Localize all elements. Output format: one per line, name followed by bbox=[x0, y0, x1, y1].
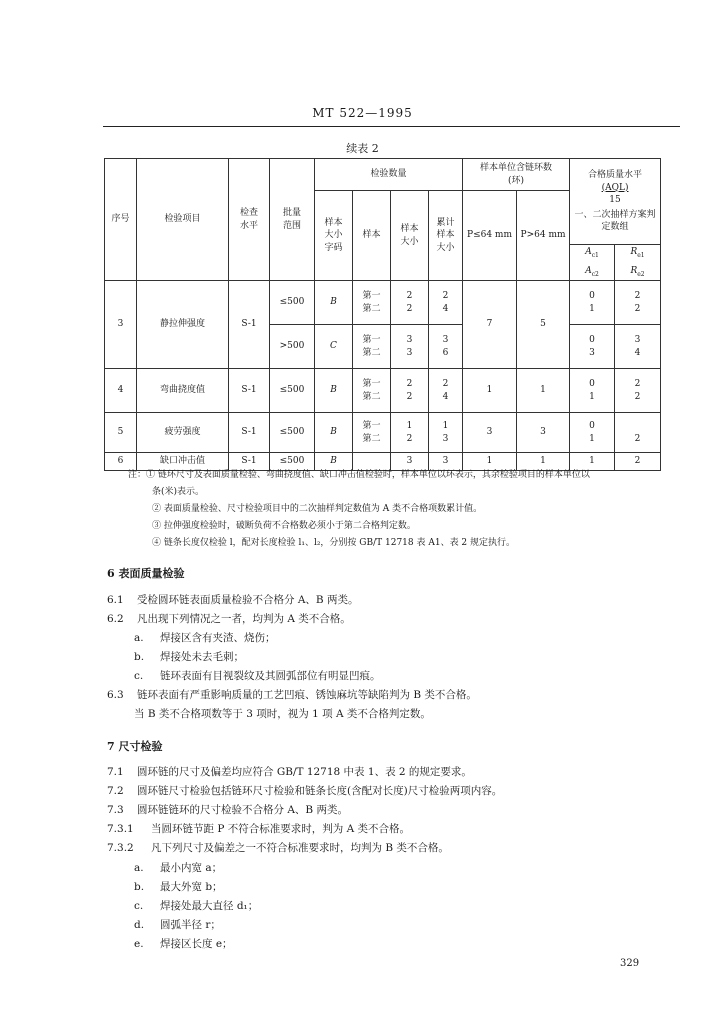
note-4: ④ 链条长度仅检验 l，配对长度检验 l₁、l₂，分别按 GB/T 12718 表 A1、表 2 规定执行。 bbox=[152, 538, 516, 548]
header-ac2 bbox=[570, 265, 614, 279]
para-text: 圆环链链环的尺寸检验不合格分 A、B 两类。 bbox=[137, 804, 348, 816]
cell-code bbox=[315, 369, 353, 413]
header-aql-title: 合格质量水平 bbox=[588, 170, 643, 181]
cell-sample-second: 第二 bbox=[362, 303, 381, 314]
cell-size bbox=[391, 369, 429, 413]
list-text: 链环表面有目视裂纹及其圆弧部位有明显凹痕。 bbox=[160, 670, 381, 682]
list-letter: b. bbox=[134, 881, 145, 893]
header-re-col bbox=[615, 245, 661, 281]
cell-ac-first: 0 bbox=[589, 378, 595, 389]
list-letter: a. bbox=[134, 862, 144, 874]
header-level-label: 检查水平 bbox=[239, 207, 258, 231]
cell-cumulative bbox=[429, 325, 463, 369]
table-row bbox=[105, 281, 661, 325]
cell-re-second: 2 bbox=[634, 433, 641, 444]
cell-cum-first: 1 bbox=[442, 420, 449, 431]
cell-level: S-1 bbox=[229, 281, 270, 369]
header-unit-label: 样本单位含链环数 bbox=[480, 162, 553, 173]
para-text: 圆环链尺寸检验包括链环尺寸检验和链条长度(含配对长度)尺寸检验两项内容。 bbox=[137, 785, 503, 797]
list-text: 焊接区含有夹渣、烧伤； bbox=[160, 632, 276, 644]
cell-ac bbox=[570, 369, 615, 413]
cell-size-second: 2 bbox=[406, 433, 413, 444]
header-ac1-letter: A bbox=[585, 247, 592, 258]
para-num: 6.1 bbox=[107, 594, 124, 606]
cell-batch: >500 bbox=[270, 325, 315, 369]
cell-size: 3 bbox=[391, 453, 429, 471]
cell-ac-first: 0 bbox=[589, 420, 595, 431]
list-text: 最小内宽 a； bbox=[160, 862, 223, 874]
cell-unit-le: 7 bbox=[463, 281, 517, 369]
table-title: 续表 2 bbox=[346, 142, 379, 155]
cell-batch: ≤500 bbox=[270, 413, 315, 453]
cell-unit-gt: 1 bbox=[517, 369, 570, 413]
cell-level: S-1 bbox=[229, 369, 270, 413]
cell-ac-first: 0 bbox=[589, 334, 595, 345]
para-text: 凡下列尺寸及偏差之一不符合标准要求时，均判为 B 类不合格。 bbox=[151, 842, 449, 854]
para-7-3-2 bbox=[107, 840, 449, 855]
para-text: 当圆环链节距 P 不符合标准要求时，判为 A 类不合格。 bbox=[151, 823, 410, 835]
cell-cumulative bbox=[429, 281, 463, 325]
cell-ac-second: 3 bbox=[589, 347, 595, 358]
inspection-table bbox=[104, 158, 661, 471]
cell-size-second: 3 bbox=[406, 347, 413, 358]
para-7-1 bbox=[107, 764, 472, 779]
cell-size-first: 3 bbox=[406, 334, 413, 345]
para-6-3 bbox=[107, 687, 477, 702]
cell-code-letter: B bbox=[330, 456, 337, 467]
cell-sample bbox=[353, 325, 391, 369]
cell-ac bbox=[570, 413, 615, 453]
cell-re-first: 2 bbox=[634, 290, 641, 301]
cell-sample-second: 第二 bbox=[362, 347, 381, 358]
cell-seq: 6 bbox=[105, 453, 137, 471]
cell-ac bbox=[570, 325, 615, 369]
cell-unit-gt: 1 bbox=[517, 453, 570, 471]
cell-seq: 5 bbox=[105, 413, 137, 453]
cell-cumulative bbox=[429, 369, 463, 413]
list-item bbox=[134, 860, 222, 875]
header-unit-group bbox=[463, 159, 570, 191]
cell-re bbox=[615, 369, 661, 413]
header-cumulative-label: 累计样本大小 bbox=[436, 217, 455, 253]
table-row bbox=[105, 413, 661, 453]
cell-ac-second: 1 bbox=[589, 303, 595, 314]
note-1: 注：① 链环尺寸及表面质量检验、弯曲挠度值、缺口冲击值检验时，样本单位以环表示，其余检验项目的样本单位以 bbox=[128, 470, 590, 480]
section-6-title: 6 表面质量检验 bbox=[107, 567, 185, 580]
cell-cum-second: 4 bbox=[442, 391, 449, 402]
cell-item: 弯曲挠度值 bbox=[137, 369, 229, 413]
cell-batch: ≤500 bbox=[270, 281, 315, 325]
cell-cum-first: 2 bbox=[442, 378, 449, 389]
cell-ac-second: 1 bbox=[589, 433, 595, 444]
list-letter: e. bbox=[134, 938, 144, 950]
list-text: 最大外宽 b； bbox=[160, 881, 223, 893]
para-num: 7.1 bbox=[107, 766, 124, 778]
cell-cum-second: 6 bbox=[442, 347, 449, 358]
cell-code-letter: B bbox=[330, 427, 337, 438]
para-7-3-1 bbox=[107, 821, 410, 836]
cell-re bbox=[615, 413, 661, 453]
cell-size-first: 1 bbox=[406, 420, 413, 431]
list-item bbox=[134, 668, 381, 683]
table-notes bbox=[128, 467, 688, 552]
cell-sample-second: 第二 bbox=[362, 391, 381, 402]
list-item bbox=[134, 898, 258, 913]
header-rule bbox=[103, 126, 680, 127]
header-level bbox=[229, 159, 270, 281]
para-num: 7.3.2 bbox=[107, 842, 134, 854]
para-text: 圆环链的尺寸及偏差均应符合 GB/T 12718 中表 1、表 2 的规定要求。 bbox=[137, 766, 472, 778]
cell-unit-le: 1 bbox=[463, 453, 517, 471]
header-re1-sub: e1 bbox=[637, 252, 645, 260]
header-cumulative bbox=[429, 191, 463, 281]
cell-sample-first: 第一 bbox=[362, 290, 381, 301]
header-ac1 bbox=[570, 246, 614, 260]
header-code bbox=[315, 191, 353, 281]
list-item bbox=[134, 630, 276, 645]
cell-re bbox=[615, 325, 661, 369]
cell-size bbox=[391, 413, 429, 453]
list-item bbox=[134, 649, 244, 664]
para-6-3-cont: 当 B 类不合格项数等于 3 项时，视为 1 项 A 类不合格判定数。 bbox=[134, 708, 431, 720]
cell-sample-first: 第一 bbox=[362, 420, 381, 431]
cell-re-first bbox=[615, 420, 660, 433]
para-7-2 bbox=[107, 783, 502, 798]
header-plan: 一、二次抽样方案判定数组 bbox=[574, 209, 656, 233]
cell-ac bbox=[570, 281, 615, 325]
list-text: 焊接区长度 e； bbox=[160, 938, 233, 950]
cell-code bbox=[315, 325, 353, 369]
cell-cum-second: 3 bbox=[442, 433, 449, 444]
cell-size-second: 2 bbox=[406, 391, 413, 402]
cell-batch: ≤500 bbox=[270, 369, 315, 413]
cell-sample-first: 第一 bbox=[362, 334, 381, 345]
cell-size-second: 2 bbox=[406, 303, 413, 314]
list-letter: d. bbox=[134, 919, 145, 931]
cell-sample-first: 第一 bbox=[362, 378, 381, 389]
para-num: 7.3.1 bbox=[107, 823, 134, 835]
cell-code-letter: B bbox=[330, 297, 337, 308]
cell-code-letter: C bbox=[330, 341, 337, 352]
header-size bbox=[391, 191, 429, 281]
cell-cumulative: 3 bbox=[429, 453, 463, 471]
cell-cum-second: 4 bbox=[442, 303, 449, 314]
cell-level: S-1 bbox=[229, 453, 270, 471]
cell-cum-first: 3 bbox=[442, 334, 449, 345]
cell-sample bbox=[353, 281, 391, 325]
cell-unit-gt: 3 bbox=[517, 413, 570, 453]
para-text: 链环表面有严重影响质量的工艺凹痕、锈蚀麻坑等缺陷判为 B 类不合格。 bbox=[137, 689, 477, 701]
header-ac1-sub: c1 bbox=[591, 252, 599, 260]
para-num: 7.3 bbox=[107, 804, 124, 816]
header-re2-letter: R bbox=[630, 265, 638, 276]
cell-code bbox=[315, 413, 353, 453]
list-text: 圆弧半径 r； bbox=[160, 919, 221, 931]
header-re2 bbox=[615, 265, 660, 279]
section-7-title: 7 尺寸检验 bbox=[107, 740, 163, 753]
cell-level: S-1 bbox=[229, 413, 270, 453]
header-size-label: 样本大小 bbox=[400, 223, 419, 247]
cell-re bbox=[615, 281, 661, 325]
header-code-label: 样本大小字码 bbox=[324, 217, 343, 253]
cell-unit-le: 1 bbox=[463, 369, 517, 413]
header-p-le: P≤64 mm bbox=[463, 191, 517, 281]
cell-re-second: 2 bbox=[634, 303, 641, 314]
header-aql-num: 15 bbox=[609, 195, 621, 206]
cell-re-second: 2 bbox=[634, 391, 641, 402]
list-text: 焊接处最大直径 d₁； bbox=[160, 900, 259, 912]
cell-size bbox=[391, 325, 429, 369]
header-batch bbox=[270, 159, 315, 281]
header-aql-group bbox=[570, 159, 661, 245]
header-sampling-group: 检验数量 bbox=[315, 159, 463, 191]
list-item bbox=[134, 917, 221, 932]
cell-cumulative bbox=[429, 413, 463, 453]
cell-item: 缺口冲击值 bbox=[137, 453, 229, 471]
cell-code bbox=[315, 281, 353, 325]
cell-sample bbox=[353, 369, 391, 413]
header-batch-label: 批量范围 bbox=[282, 207, 301, 231]
list-letter: a. bbox=[134, 632, 144, 644]
list-letter: c. bbox=[134, 900, 144, 912]
note-3: ③ 拉伸强度检验时，破断负荷不合格数必须小于第二合格判定数。 bbox=[152, 521, 416, 531]
cell-size-first: 2 bbox=[406, 378, 413, 389]
cell-code-letter: B bbox=[330, 385, 337, 396]
cell-unit-le: 3 bbox=[463, 413, 517, 453]
cell-re: 2 bbox=[615, 453, 661, 471]
cell-ac-second: 1 bbox=[589, 391, 595, 402]
cell-ac-first: 0 bbox=[589, 290, 595, 301]
header-unit-sub: (环) bbox=[508, 175, 525, 186]
cell-item: 疲劳强度 bbox=[137, 413, 229, 453]
note-1-cont: 条(米)表示。 bbox=[152, 487, 205, 497]
para-6-1 bbox=[107, 592, 358, 607]
para-text: 受检圆环链表面质量检验不合格分 A、B 两类。 bbox=[137, 594, 359, 606]
cell-ac: 1 bbox=[570, 453, 615, 471]
cell-batch: ≤500 bbox=[270, 453, 315, 471]
cell-size bbox=[391, 281, 429, 325]
para-6-2 bbox=[107, 611, 351, 626]
cell-re-first: 2 bbox=[634, 378, 641, 389]
cell-cum-first: 2 bbox=[442, 290, 449, 301]
para-num: 7.2 bbox=[107, 785, 124, 797]
para-num: 6.2 bbox=[107, 613, 124, 625]
header-p-gt: P>64 mm bbox=[517, 191, 570, 281]
cell-sample-second: 第二 bbox=[362, 433, 381, 444]
note-2: ② 表面质量检验、尺寸检验项目中的二次抽样判定数值为 A 类不合格项数累计值。 bbox=[152, 504, 483, 514]
cell-unit-gt: 5 bbox=[517, 281, 570, 369]
cell-seq: 3 bbox=[105, 281, 137, 369]
para-num: 6.3 bbox=[107, 689, 124, 701]
header-item: 检验项目 bbox=[137, 159, 229, 281]
list-letter: b. bbox=[134, 651, 145, 663]
cell-size-first: 2 bbox=[406, 290, 413, 301]
header-ac-col bbox=[570, 245, 615, 281]
cell-re-first: 3 bbox=[634, 334, 641, 345]
list-text: 焊接处未去毛刺； bbox=[160, 651, 244, 663]
para-text: 凡出现下列情况之一者，均判为 A 类不合格。 bbox=[137, 613, 351, 625]
cell-sample bbox=[353, 413, 391, 453]
cell-seq: 4 bbox=[105, 369, 137, 413]
standard-number: MT 522—1995 bbox=[312, 106, 413, 120]
header-ac2-letter: A bbox=[585, 265, 592, 276]
table-row bbox=[105, 369, 661, 413]
list-item bbox=[134, 879, 223, 894]
page-number: 329 bbox=[620, 958, 640, 969]
header-re1-letter: R bbox=[630, 247, 638, 258]
header-re2-sub: e2 bbox=[637, 270, 645, 278]
para-7-3 bbox=[107, 802, 348, 817]
list-item bbox=[134, 936, 233, 951]
header-re1 bbox=[615, 246, 660, 260]
list-letter: c. bbox=[134, 670, 144, 682]
header-sample: 样本 bbox=[353, 191, 391, 281]
header-aql-value: (AQL) bbox=[601, 182, 629, 193]
header-ac2-sub: c2 bbox=[591, 270, 599, 278]
cell-item: 静拉伸强度 bbox=[137, 281, 229, 369]
header-seq: 序号 bbox=[105, 159, 137, 281]
cell-re-second: 4 bbox=[634, 347, 641, 358]
